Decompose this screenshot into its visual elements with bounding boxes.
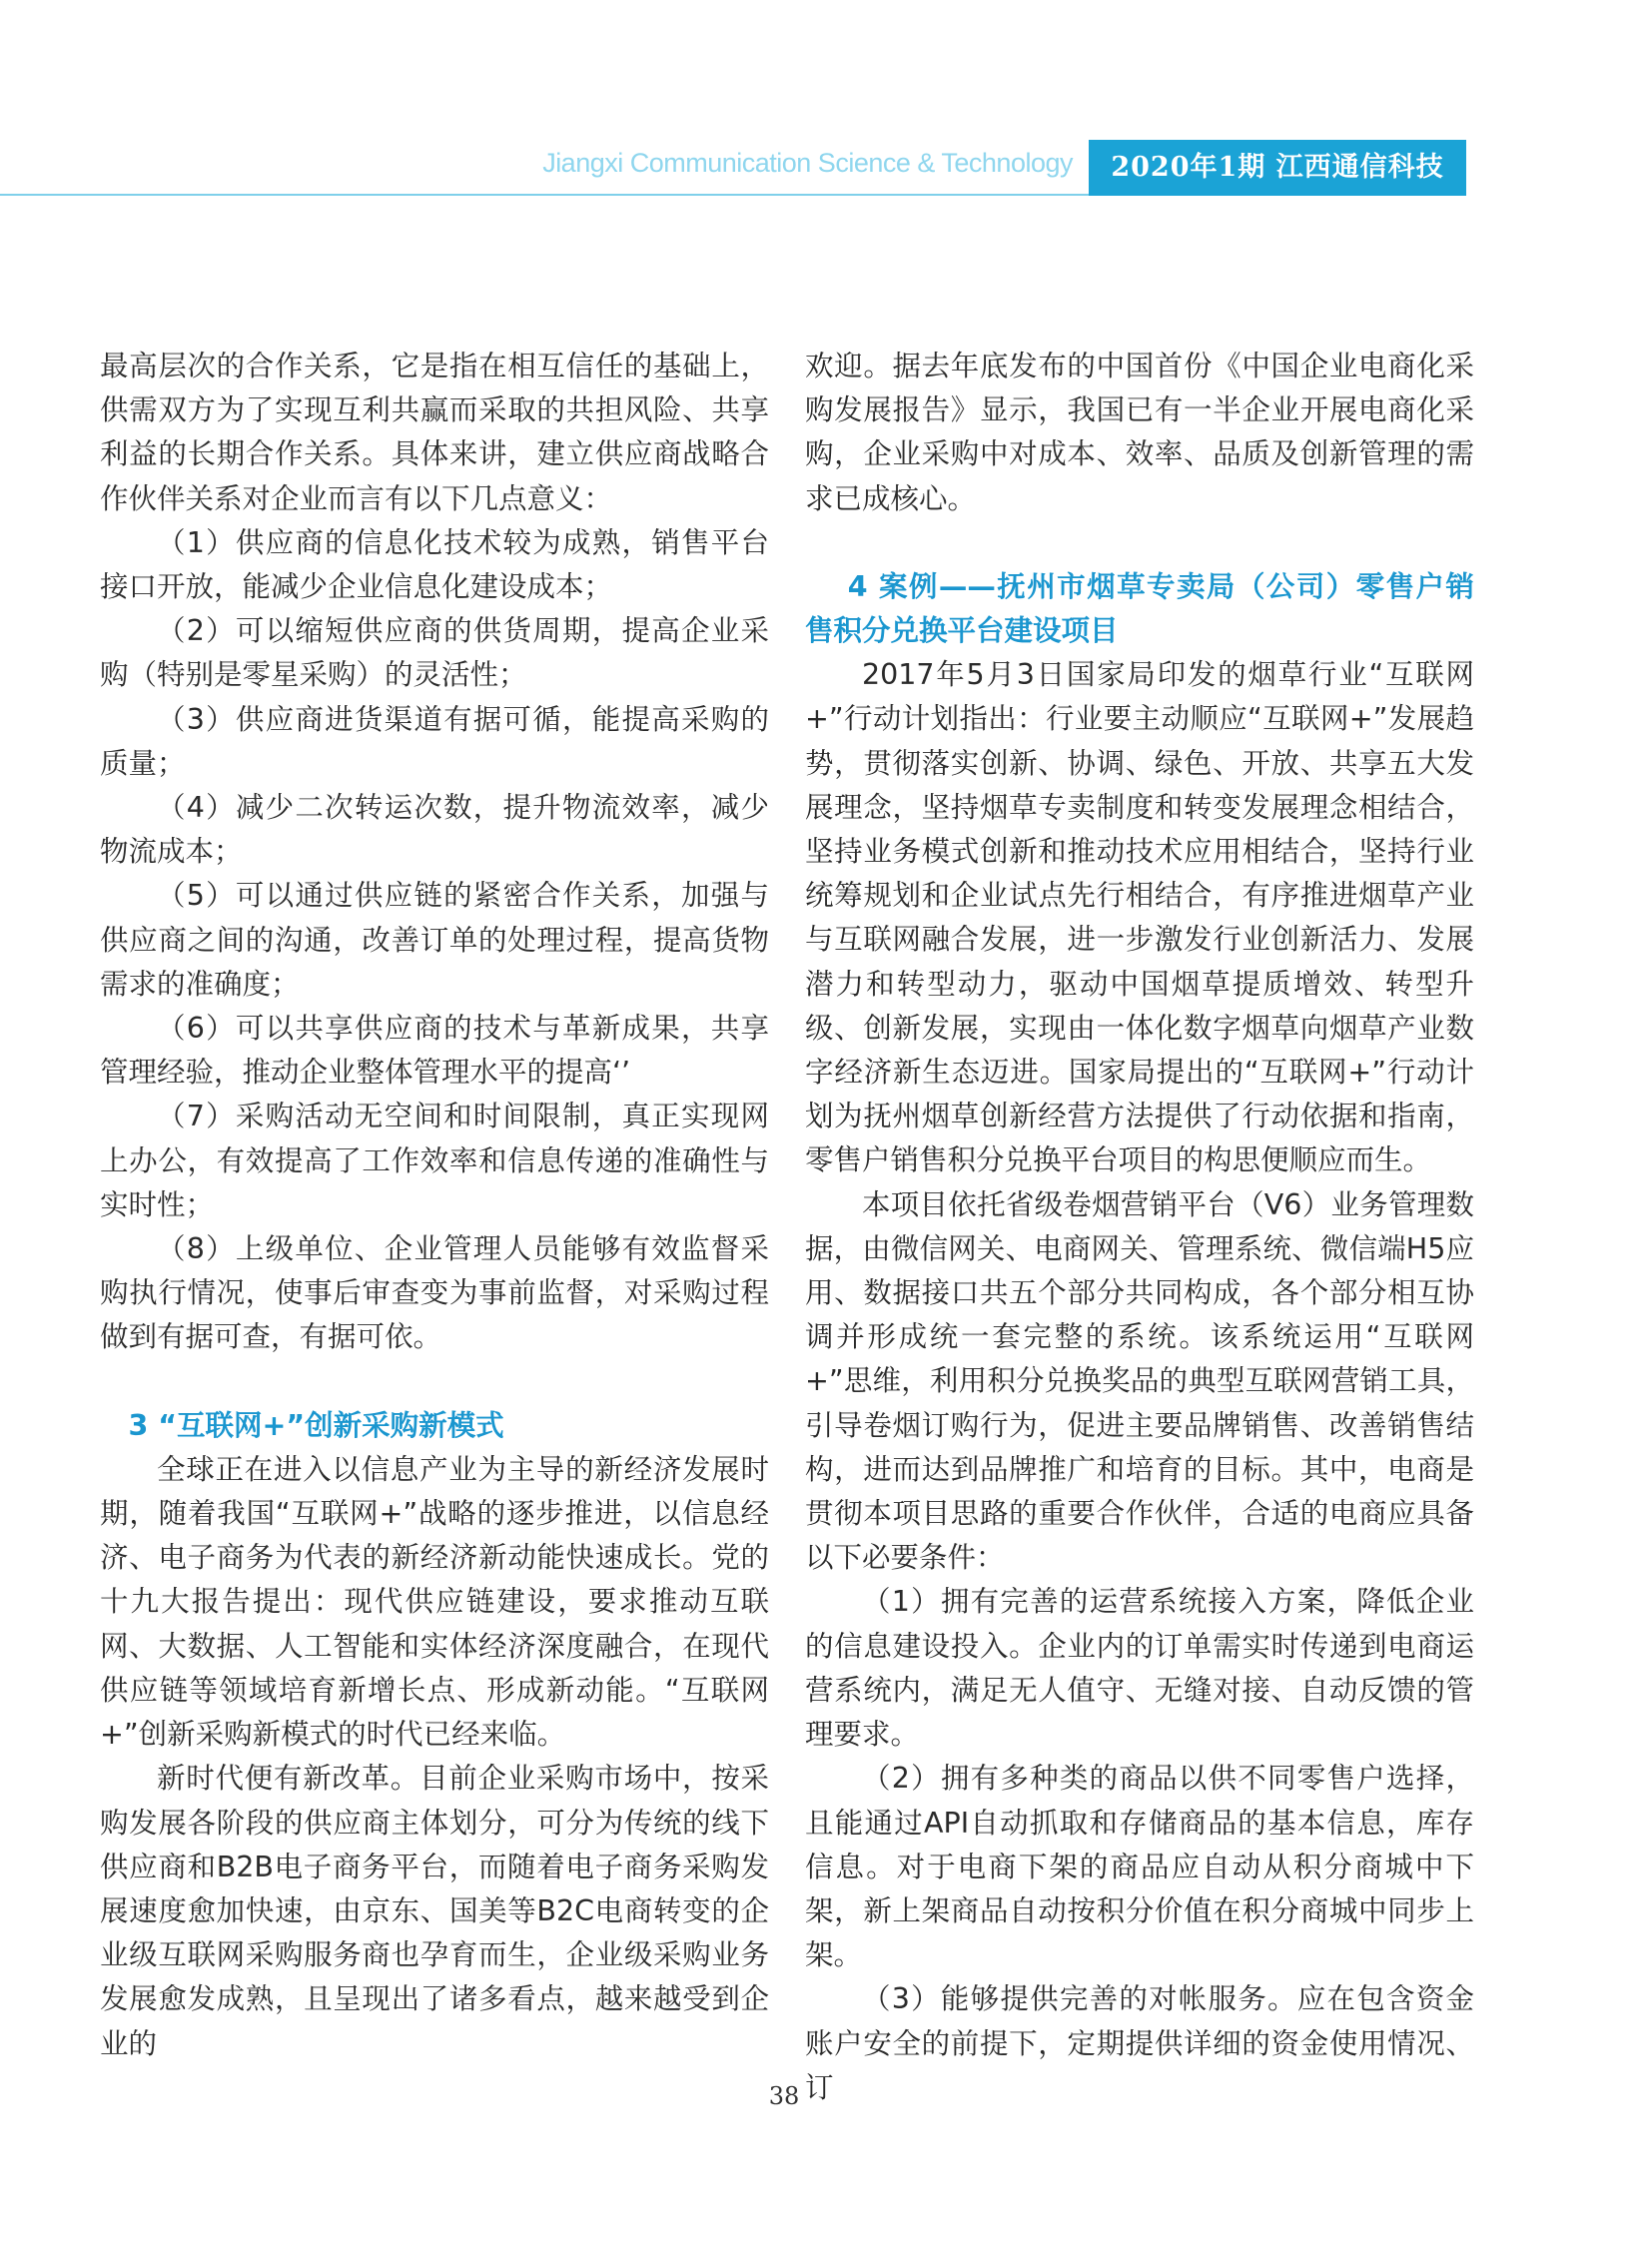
page-number: 38 (768, 2082, 800, 2110)
list-item: （1）拥有完善的运营系统接入方案，降低企业的信息建设投入。企业内的订单需实时传递到电商运营系统内，满足无人值守、无缝对接、自动反馈的管理要求。 (805, 1585, 1474, 1752)
paragraph: 2017年5月3日国家局印发的烟草行业“互联网+”行动计划指出：行业要主动顺应“互联网+”发展趋势，贯彻落实创新、协调、绿色、开放、共享五大发展理念，坚持烟草专卖制度和转变发展理念相结合，坚持业务模式创新和推动技术应用相结合，坚持行业统筹规划和企业试点先行相结合，有序推进烟草产业与互联网融合发展，进一步激发行业创新活力、发展潜力和转型动力，驱动中国烟草提质增效、转型升级、创新发展，实现由一体化数字烟草向烟草产业数字经济新生态迈进。国家局提出的“互联网+”行动计划为抚州烟草创新经营方法提供了行动依据和指南，零售户销售积分兑换平台项目的构思便顺应而生。 (805, 658, 1474, 1177)
list-item: （8）上级单位、企业管理人员能够有效监督采购执行情况，使事后审查变为事前监督，对采购过程做到有据可查，有据可依。 (100, 1232, 769, 1354)
paragraph: 本项目依托省级卷烟营销平台（V6）业务管理数据，由微信网关、电商网关、管理系统、微信端H5应用、数据接口共五个部分共同构成，各个部分相互协调并形成统一套完整的系统。该系统运用“互联网+”思维，利用积分兑换奖品的典型互联网营销工具，引导卷烟订购行为，促进主要品牌销售、改善销售结构，进而达到品牌推广和培育的目标。其中，电商是贯彻本项目思路的重要合作伙伴，合适的电商应具备以下必要条件： (805, 1187, 1474, 1575)
paragraph: 全球正在进入以信息产业为主导的新经济发展时期，随着我国“互联网+”战略的逐步推进，以信息经济、电子商务为代表的新经济新动能快速成长。党的十九大报告提出：现代供应链建设，要求推动互联网、大数据、人工智能和实体经济深度融合，在现代供应链等领域培育新增长点、形成新动能。“互联网+”创新采购新模式的时代已经来临。 (100, 1452, 769, 1752)
section-heading-4: 4 案例——抚州市烟草专卖局（公司）零售户销售积分兑换平台建设项目 (805, 569, 1474, 648)
paragraph: 欢迎。据去年底发布的中国首份《中国企业电商化采购发展报告》显示，我国已有一半企业开展电商化采购，企业采购中对成本、效率、品质及创新管理的需求已成核心。 (805, 350, 1474, 515)
list-item: （4）减少二次转运次数，提升物流效率，减少物流成本； (100, 791, 769, 869)
journal-name: Jiangxi Communication Science & Technology (542, 148, 1073, 178)
left-column (100, 345, 769, 2066)
list-item: （2）拥有多种类的商品以供不同零售户选择，且能通过API自动抓取和存储商品的基本信息，库存信息。对于电商下架的商品应自动从积分商城中下架，新上架商品自动按积分价值在积分商城中同步上架。 (805, 1762, 1474, 1972)
paragraph: 新时代便有新改革。目前企业采购市场中，按采购发展各阶段的供应商主体划分，可分为传统的线下供应商和B2B电子商务平台，而随着电子商务采购发展速度愈加快速，由京东、国美等B2C电商转变的企业级互联网采购服务商也孕育而生，企业级采购业务发展愈发成熟，且呈现出了诸多看点，越来越受到企业的 (100, 1762, 769, 2060)
list-item: （7）采购活动无空间和时间限制，真正实现网上办公，有效提高了工作效率和信息传递的准确性与实时性； (100, 1100, 769, 1221)
list-item: （1）供应商的信息化技术较为成熟，销售平台接口开放，能减少企业信息化建设成本； (100, 525, 769, 604)
list-item: （6）可以共享供应商的技术与革新成果，共享管理经验，推动企业整体管理水平的提高‘’ (100, 1012, 769, 1090)
issue-label: 2020年1期 江西通信科技 (1089, 140, 1466, 196)
list-item: （2）可以缩短供应商的供货周期，提高企业采购（特别是零星采购）的灵活性； (100, 614, 769, 692)
section-heading-3: 3 “互联网+”创新采购新模式 (128, 1408, 504, 1442)
list-item: （3）能够提供完善的对帐服务。应在包含资金账户安全的前提下，定期提供详细的资金使用情况、订 (805, 1982, 1474, 2104)
list-item: （3）供应商进货渠道有据可循，能提高采购的质量； (100, 702, 769, 780)
list-item: （5）可以通过供应链的紧密合作关系，加强与供应商之间的沟通，改善订单的处理过程，提高货物需求的准确度； (100, 879, 769, 1001)
right-column (805, 345, 1474, 2110)
paragraph: 最高层次的合作关系，它是指在相互信任的基础上，供需双方为了实现互利共赢而采取的共担风险、共享利益的长期合作关系。具体来讲，建立供应商战略合作伙伴关系对企业而言有以下几点意义： (100, 350, 769, 515)
